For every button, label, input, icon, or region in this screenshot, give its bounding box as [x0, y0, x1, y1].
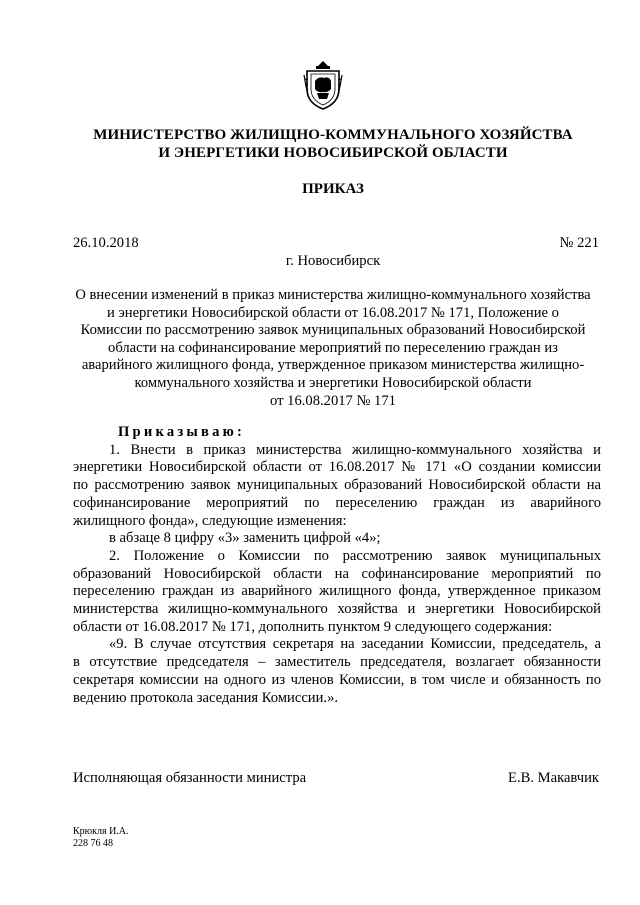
document-body — [73, 424, 601, 707]
subject-line: коммунального хозяйства и энергетики Новосибирской области — [134, 374, 532, 391]
body-line: министерства жилищно-коммунального хозяйства и энергетики Новосибирской — [73, 601, 601, 618]
body-line: переселению граждан из аварийного жилищного фонда, утвержденное приказом — [73, 583, 601, 600]
ministry-name-line: И ЭНЕРГЕТИКИ НОВОСИБИРСКОЙ ОБЛАСТИ — [158, 145, 508, 161]
subject-line: О внесении изменений в приказ министерства жилищно-коммунального хозяйства — [75, 287, 591, 303]
executor-name: Крюкля И.А. — [73, 826, 129, 837]
body-line: секретаря комиссии на одного из членов Комиссии, в том числе и обязанность по — [73, 671, 601, 688]
executor-phone: 228 76 48 — [73, 838, 113, 849]
document-subject — [58, 287, 608, 410]
document-type: ПРИКАЗ — [302, 181, 364, 197]
ministry-name — [40, 126, 626, 162]
signer-name: Е.В. Макавчик — [508, 770, 599, 786]
document-date: 26.10.2018 — [73, 235, 139, 251]
body-line: образований Новосибирской области на софинансирование мероприятий по — [73, 565, 601, 582]
subject-line: области на софинансирование мероприятий по переселению граждан из — [108, 339, 558, 356]
subject-line: и энергетики Новосибирской области от 16.08.2017 № 171, Положение о — [107, 304, 559, 321]
item-2 — [73, 548, 601, 637]
body-line: 2. Положение о Комиссии по рассмотрению заявок муниципальных — [109, 547, 601, 564]
item-2-quote — [73, 636, 601, 707]
executor-info — [73, 826, 129, 850]
body-line: по рассмотрению заявок муниципальных образований Новосибирской области на — [73, 477, 601, 494]
coat-of-arms-icon — [302, 59, 344, 111]
signer-title: Исполняющая обязанности министра — [73, 770, 307, 786]
subject-line: Комиссии по рассмотрению заявок муниципальных образований Новосибирской — [80, 322, 586, 339]
document-city: г. Новосибирск — [285, 253, 381, 269]
body-line: в отсутствие председателя – заместитель председателя, возлагает обязанности — [73, 654, 601, 671]
ministry-name-line: МИНИСТЕРСТВО ЖИЛИЩНО-КОММУНАЛЬНОГО ХОЗЯЙСТВА — [93, 127, 573, 143]
subject-line: от 16.08.2017 № 171 — [270, 392, 396, 409]
body-line: 1. Внести в приказ министерства жилищно-коммунального хозяйства и — [109, 441, 601, 458]
body-line: жилищного фонда», следующие изменения: — [73, 512, 347, 529]
orders-heading: Приказываю: — [118, 424, 246, 440]
body-line: области от 16.08.2017 № 171, дополнить пунктом 9 следующего содержания: — [73, 618, 553, 635]
document-number: № 221 — [559, 235, 599, 251]
body-line: софинансирование мероприятий по переселению граждан из аварийного — [73, 494, 601, 511]
subject-line: аварийного жилищного фонда, утвержденное приказом министерства жилищно- — [81, 357, 585, 374]
body-line: в абзаце 8 цифру «3» заменить цифрой «4»; — [109, 530, 381, 547]
body-line: энергетики Новосибирской области от 16.08.2017 № 171 «О создании комиссии — [73, 459, 601, 476]
body-line: ведению протокола заседания Комиссии.». — [73, 689, 339, 706]
item-1 — [73, 442, 601, 548]
body-line: «9. В случае отсутствия секретаря на заседании Комиссии, председатель, а — [109, 636, 601, 653]
